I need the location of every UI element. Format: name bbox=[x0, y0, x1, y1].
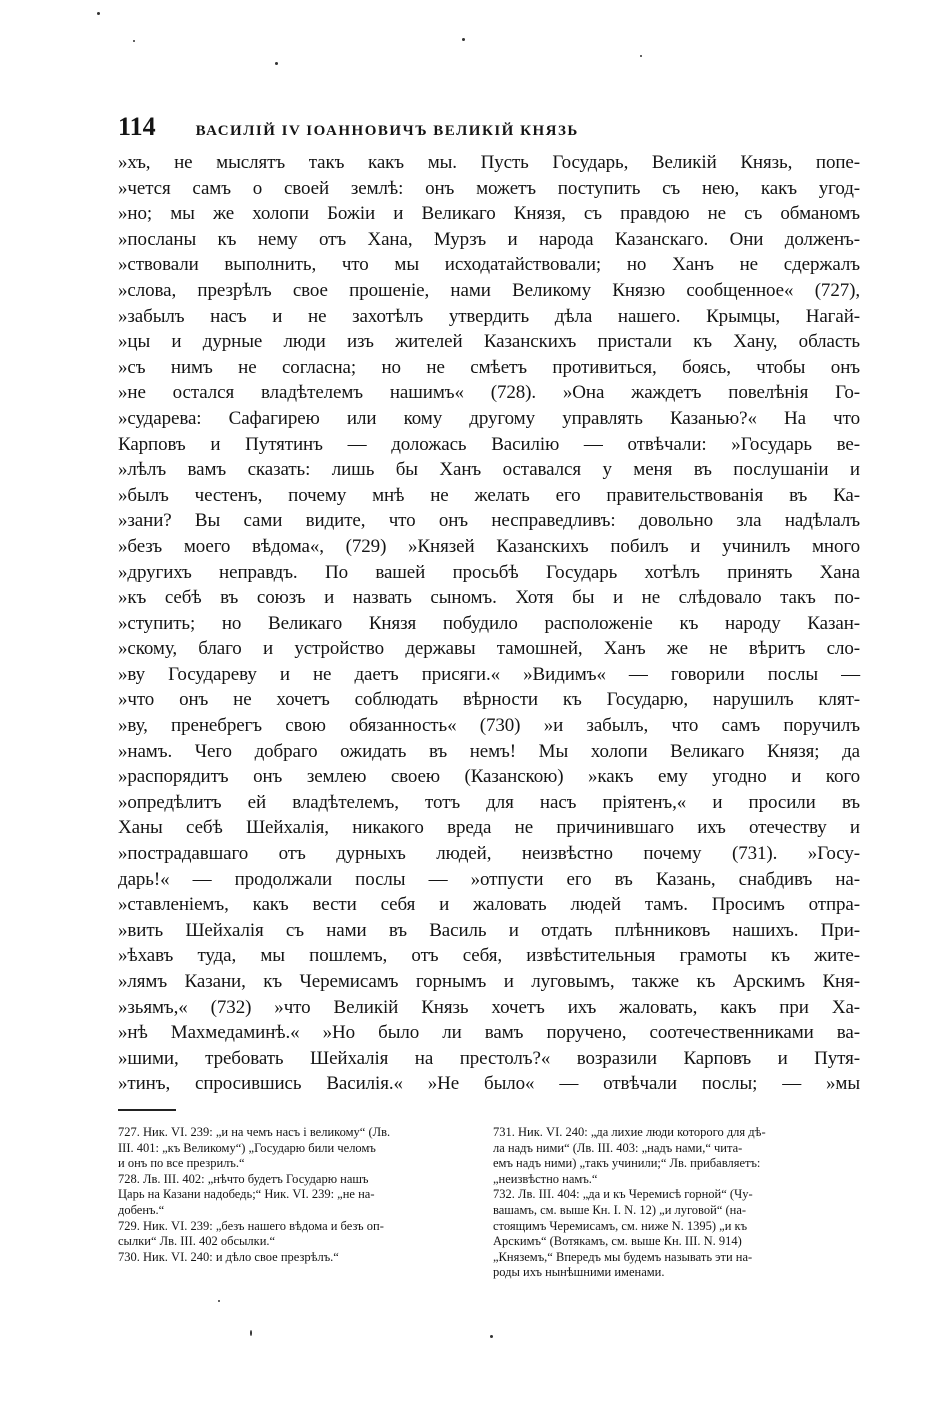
text-line: »забылъ насъ и не захотѣлъ утвердить дѣла нашего. Крымцы, Нагай- bbox=[118, 305, 860, 327]
running-head: ВАСИЛІЙ IV ІОАННОВИЧЪ ВЕЛИКІЙ КНЯЗЬ bbox=[195, 123, 579, 139]
footnote-line: „Княземъ,“ Впередъ мы будемъ называть эти на- bbox=[493, 1249, 753, 1264]
text-line: »ву, пренебрегъ свою обязанность« (730) »и забылъ, что самъ поручилъ bbox=[118, 715, 860, 737]
footnote-line: роды ихъ нынѣшними именами. bbox=[493, 1265, 665, 1280]
text-line: »ставленіемъ, какъ вести себя и жаловать людей тамъ. Просимъ отпра- bbox=[118, 894, 860, 916]
text-line: »съ нимъ не согласна; но не смѣетъ противиться, боясь, чтобы онъ bbox=[118, 356, 860, 378]
text-line: »шими, требовать Шейхалія на престолъ?« возразили Карповъ и Путя- bbox=[118, 1047, 860, 1069]
text-line: »ступить; но Великаго Князя побудило расположеніе къ народу Казан- bbox=[118, 612, 860, 634]
footnote-line: 727. Ник. VI. 239: „и на чемъ насъ і великому“ (Лв. bbox=[118, 1124, 391, 1139]
text-line: »нѣ Махмедаминѣ.« »Но было ли вамъ поручено, соотечественниками ва- bbox=[118, 1022, 860, 1044]
text-line: »пострадавшаго отъ дурныхъ людей, неизвѣстно почему (731). »Госу- bbox=[118, 843, 860, 865]
footnote-line: стоящимъ Черемисамъ, см. ниже N. 1395) „и къ bbox=[493, 1218, 748, 1233]
footnotes-left-column bbox=[118, 1125, 485, 1281]
text-line: »ствовали выполнить, что мы исходатайствовали; но Ханъ не сдержалъ bbox=[118, 254, 860, 276]
speck bbox=[218, 1300, 220, 1302]
text-line: »лямъ Казани, къ Черемисамъ горнымъ и луговымъ, также къ Арскимъ Кня- bbox=[118, 971, 860, 992]
speck bbox=[133, 40, 135, 42]
text-line: »ѣхавъ туда, мы пошлемъ, отъ себя, извѣстительныя грамоты къ жите- bbox=[118, 945, 860, 967]
footnote-line: 730. Ник. VI. 240: и дѣло свое презрѣлъ.“ bbox=[118, 1249, 339, 1264]
text-line: Карповъ и Путятинъ — доложась Василію — отвѣчали: »Государь ве- bbox=[118, 433, 860, 455]
text-line: »намъ. Чего добраго ожидать въ немъ! Мы холопи Великаго Князя; да bbox=[118, 740, 860, 762]
text-line: »опредѣлитъ ей владѣтелемъ, тотъ для насъ пріятенъ,« и просили въ bbox=[118, 791, 860, 813]
main-text bbox=[118, 150, 860, 1097]
footnote-line: III. 401: „къ Великому“) „Государю били челомъ bbox=[118, 1140, 376, 1155]
footnote-line: ла надъ ними“ (Лв. III. 403: „надъ нами,“ чита- bbox=[493, 1140, 743, 1155]
text-line: дарь!« — продолжали послы — »отпусти его въ Казань, снабдивъ на- bbox=[118, 868, 860, 890]
text-line: »безъ моего вѣдома«, (729) »Князей Казанскихъ побилъ и учинилъ много bbox=[118, 535, 860, 557]
text-line: »не остался владѣтелемъ нашимъ« (728). »Она жаждетъ повелѣнія Го- bbox=[118, 382, 860, 404]
speck bbox=[490, 1335, 493, 1338]
footnotes-right-column bbox=[493, 1125, 860, 1281]
footnote-line: Царь на Казани надобедь;“ Ник. VI. 239: „не на- bbox=[118, 1187, 375, 1202]
speck bbox=[250, 1330, 252, 1336]
footnote-line: сылки“ Лв. III. 402 обсылки.“ bbox=[118, 1234, 276, 1249]
text-line: »чется самъ о своей землѣ: онъ можетъ поступить съ нею, какъ угод- bbox=[118, 177, 860, 199]
text-line: »цы и дурные люди изъ жителей Казанскихъ пристали къ Хану, область bbox=[118, 331, 860, 353]
text-line: »хъ, не мыслятъ такъ какъ мы. Пусть Государь, Великій Князь, попе- bbox=[118, 152, 860, 173]
text-line: »тинъ, спросившись Василія.« »Не было« — отвѣчали послы; — »мы bbox=[118, 1073, 860, 1095]
footnote-line: 732. Лв. III. 404: „да и къ Черемисѣ горной“ (Чу- bbox=[493, 1187, 753, 1202]
text-line: »былъ честенъ, почему мнѣ не желать его правительствованія въ Ка- bbox=[118, 484, 860, 506]
footnote-line: 731. Ник. VI. 240: „да лихие люди которого для дѣ- bbox=[493, 1124, 766, 1139]
footnote-rule bbox=[118, 1109, 176, 1111]
footnote-line: „неизвѣстно намъ.“ bbox=[493, 1171, 598, 1186]
footnote-line: и онъ по все презрилъ.“ bbox=[118, 1156, 245, 1171]
speck bbox=[462, 38, 465, 41]
text-line: »вить Шейхалія съ нами въ Василь и отдать плѣнниковъ нашихъ. При- bbox=[118, 919, 860, 941]
book-page bbox=[118, 112, 860, 1281]
text-line: »посланы къ нему отъ Хана, Мурзъ и народа Казанскаго. Они долженъ- bbox=[118, 228, 860, 250]
text-line: »скому, благо и устройство державы тамошней, Ханъ же не вѣритъ сло- bbox=[118, 638, 860, 660]
text-line: »сударева: Сафагирею или кому другому управлять Казанью?« На что bbox=[118, 407, 860, 429]
text-line: Ханы себѣ Шейхалія, никакого вреда не причинившаго ихъ отечеству и bbox=[118, 817, 860, 839]
text-line: »другихъ неправдъ. По вашей просьбѣ Государь хотѣлъ принять Хана bbox=[118, 561, 860, 583]
text-line: »ву Государеву и не даетъ присяги.« »Видимъ« — говорили послы — bbox=[118, 663, 860, 685]
speck bbox=[97, 12, 100, 15]
text-line: »что онъ не хочетъ соблюдать вѣрности къ Государю, нарушилъ клят- bbox=[118, 689, 860, 711]
text-line: »къ себѣ въ союзъ и назвать сыномъ. Хотя бы и не слѣдовало такъ по- bbox=[118, 587, 860, 609]
text-line: »распорядитъ онъ землею своею (Казанскою) »какъ ему угодно и кого bbox=[118, 766, 860, 788]
footnote-line: 728. Лв. III. 402: „нѣчто будетъ Государю нашъ bbox=[118, 1171, 369, 1186]
text-line: »лѣлъ вамъ сказать: лишь бы Ханъ оставался у меня въ послушаніи и bbox=[118, 459, 860, 481]
text-line: »но; мы же холопи Божіи и Великаго Князя, съ правдою не съ обманомъ bbox=[118, 203, 860, 225]
text-line: »слова, презрѣлъ свое прошеніе, нами Великому Князю сообщенное« (727), bbox=[118, 279, 860, 301]
speck bbox=[640, 55, 642, 57]
page-header bbox=[118, 112, 860, 146]
footnotes bbox=[118, 1125, 860, 1281]
text-line: »зьямъ,« (732) »что Великій Князь хочетъ ихъ жаловать, какъ при Ха- bbox=[118, 996, 860, 1018]
footnote-line: емъ надъ ними) „такъ учинили;“ Лв. прибавляетъ: bbox=[493, 1156, 761, 1171]
text-line: »зани? Вы сами видите, что онъ несправедливъ: довольно зла надѣлалъ bbox=[118, 510, 860, 532]
footnote-line: вашамъ, см. выше Кн. I. N. 12) „и луговой“ (на- bbox=[493, 1202, 747, 1217]
page-number: 114 bbox=[118, 112, 156, 141]
footnote-line: добенъ.“ bbox=[118, 1202, 165, 1217]
speck bbox=[275, 62, 278, 65]
footnote-line: Арскимъ“ (Вотякамъ, см. выше Кн. III. N. 914) bbox=[493, 1234, 742, 1249]
footnote-line: 729. Ник. VI. 239: „безъ нашего вѣдома и безъ оп- bbox=[118, 1218, 384, 1233]
